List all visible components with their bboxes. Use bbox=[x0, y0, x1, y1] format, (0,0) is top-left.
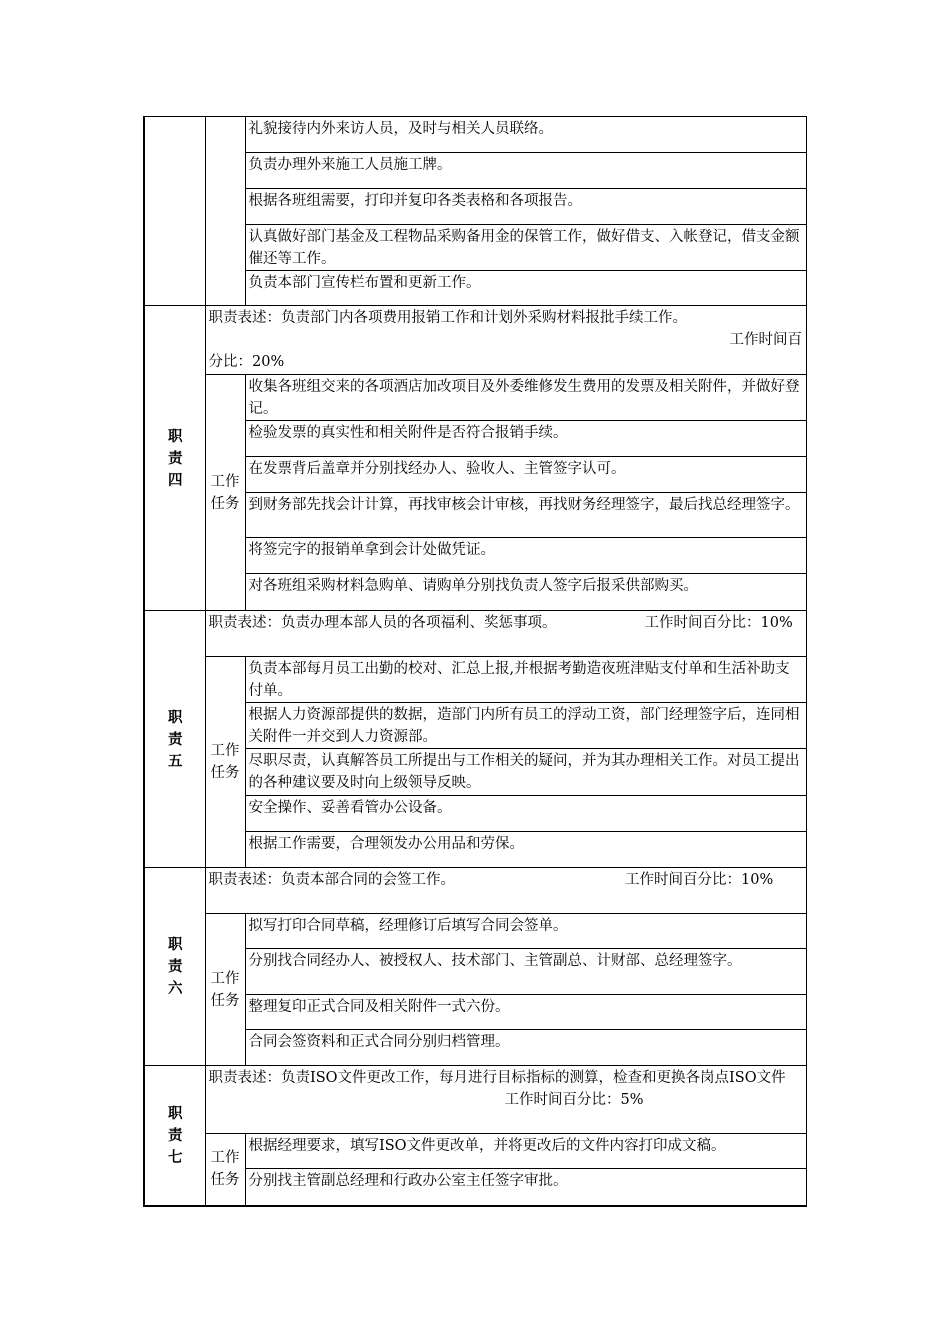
duty5-time-part1: 工作时间百分 bbox=[644, 615, 732, 631]
duty4-statement: 职责表述：负责部门内各项费用报销工作和计划外采购材料报批手续工作。 bbox=[208, 310, 687, 326]
task-cell bbox=[245, 1030, 807, 1066]
duty7-statement-cell bbox=[205, 1066, 807, 1134]
task-cell bbox=[245, 457, 807, 493]
task-cell bbox=[245, 117, 807, 153]
task-text: 礼貌接待内外来访人员，及时与相关人员联络。 bbox=[248, 121, 553, 137]
duty4-task-label: 工作任务 bbox=[205, 375, 245, 611]
task-text: 对各班组采购材料急购单、请购单分别找负责人签字后报采供部购买。 bbox=[248, 578, 698, 594]
duty5-task-label: 工作任务 bbox=[205, 657, 245, 868]
task-cell bbox=[245, 375, 807, 421]
task-cell bbox=[245, 749, 807, 796]
task-cell bbox=[245, 657, 807, 703]
task-cell bbox=[245, 225, 807, 271]
duty4-time-line1: 工作时间百 bbox=[729, 332, 802, 348]
task-text: 根据经理要求，填写ISO文件更改单，并将更改后的文件内容打印成文稿。 bbox=[248, 1138, 726, 1154]
task-text: 根据人力资源部提供的数据，造部门内所有员工的浮动工资，部门经理签字后，连同相关附件一并交到人力资源部。 bbox=[248, 707, 800, 745]
task-cell bbox=[245, 271, 807, 306]
task-text: 分别找合同经办人、被授权人、技术部门、主管副总、计财部、总经理签字。 bbox=[248, 953, 742, 969]
duty7-time: 工作时间百分比：5% bbox=[504, 1092, 644, 1108]
task-text: 整理复印正式合同及相关附件一式六份。 bbox=[248, 999, 510, 1015]
task-text: 拟写打印合同草稿，经理修订后填写合同会签单。 bbox=[248, 918, 568, 934]
duty6-label: 职责六 bbox=[144, 868, 205, 1066]
duty6-time-part1: 工作时间百分比： bbox=[625, 872, 741, 888]
task-cell bbox=[245, 1134, 807, 1169]
task-text: 到财务部先找会计计算，再找审核会计审核，再找财务经理签字，最后找总经理签字。 bbox=[248, 497, 800, 513]
duty4-time-line2: 分比：20% bbox=[208, 354, 285, 370]
task-cell bbox=[245, 1169, 807, 1206]
task-cell bbox=[245, 914, 807, 949]
task-text: 在发票背后盖章并分别找经办人、验收人、主管签字认可。 bbox=[248, 461, 626, 477]
task-text: 合同会签资料和正式合同分别归档管理。 bbox=[248, 1034, 510, 1050]
duty7-task-label: 工作任务 bbox=[205, 1134, 245, 1206]
duty5-time-part2: 比：10% bbox=[731, 615, 793, 631]
duty6-statement: 职责表述：负责本部合同的会签工作。 bbox=[208, 872, 455, 888]
task-text: 认真做好部门基金及工程物品采购备用金的保管工作，做好借支、入帐登记，借支金额催还等工作。 bbox=[248, 229, 800, 267]
task-cell bbox=[245, 832, 807, 868]
duty4-label: 职责四 bbox=[144, 306, 205, 611]
task-text: 检验发票的真实性和相关附件是否符合报销手续。 bbox=[248, 425, 568, 441]
task-text: 负责本部每月员工出勤的校对、汇总上报,并根据考勤造夜班津贴支付单和生活补助支付单。 bbox=[248, 661, 790, 699]
duty4-statement-cell bbox=[205, 306, 807, 375]
duty6-task-label: 工作任务 bbox=[205, 914, 245, 1066]
duty6-time-part2: 10% bbox=[741, 872, 774, 888]
task-cell bbox=[245, 796, 807, 832]
task-cell bbox=[245, 189, 807, 225]
duty7-statement: 职责表述：负责ISO文件更改工作，每月进行目标指标的测算，检查和更换各岗点ISO文件 bbox=[208, 1070, 786, 1086]
task-text: 将签完字的报销单拿到会计处做凭证。 bbox=[248, 542, 495, 558]
task-text: 负责本部门宣传栏布置和更新工作。 bbox=[248, 275, 481, 291]
task-text: 尽职尽责，认真解答员工所提出与工作相关的疑问，并为其办理相关工作。对员工提出的各种建议要及时向上级领导反映。 bbox=[248, 753, 800, 791]
task-text: 根据工作需要，合理领发办公用品和劳保。 bbox=[248, 836, 524, 852]
task-cell bbox=[245, 574, 807, 611]
task-text: 根据各班组需要，打印并复印各类表格和各项报告。 bbox=[248, 193, 582, 209]
task-text: 分别找主管副总经理和行政办公室主任签字审批。 bbox=[248, 1173, 568, 1189]
task-cell bbox=[245, 995, 807, 1030]
task-cell bbox=[245, 703, 807, 749]
task-text: 负责办理外来施工人员施工牌。 bbox=[248, 157, 452, 173]
task-cell bbox=[245, 153, 807, 189]
duty5-statement-cell bbox=[205, 611, 807, 657]
duty3-task-label-cell bbox=[205, 117, 245, 306]
duty-table bbox=[143, 116, 807, 1207]
task-cell bbox=[245, 949, 807, 995]
duty5-statement: 职责表述：负责办理本部人员的各项福利、奖惩事项。 bbox=[208, 615, 557, 631]
duty6-statement-cell bbox=[205, 868, 807, 914]
duty7-label: 职责七 bbox=[144, 1066, 205, 1206]
task-cell bbox=[245, 493, 807, 538]
duty3-label-cell bbox=[144, 117, 205, 306]
task-cell bbox=[245, 421, 807, 457]
duty5-label: 职责五 bbox=[144, 611, 205, 868]
task-cell bbox=[245, 538, 807, 574]
task-text: 收集各班组交来的各项酒店加改项目及外委维修发生费用的发票及相关附件，并做好登记。 bbox=[248, 379, 800, 417]
task-text: 安全操作、妥善看管办公设备。 bbox=[248, 800, 452, 816]
